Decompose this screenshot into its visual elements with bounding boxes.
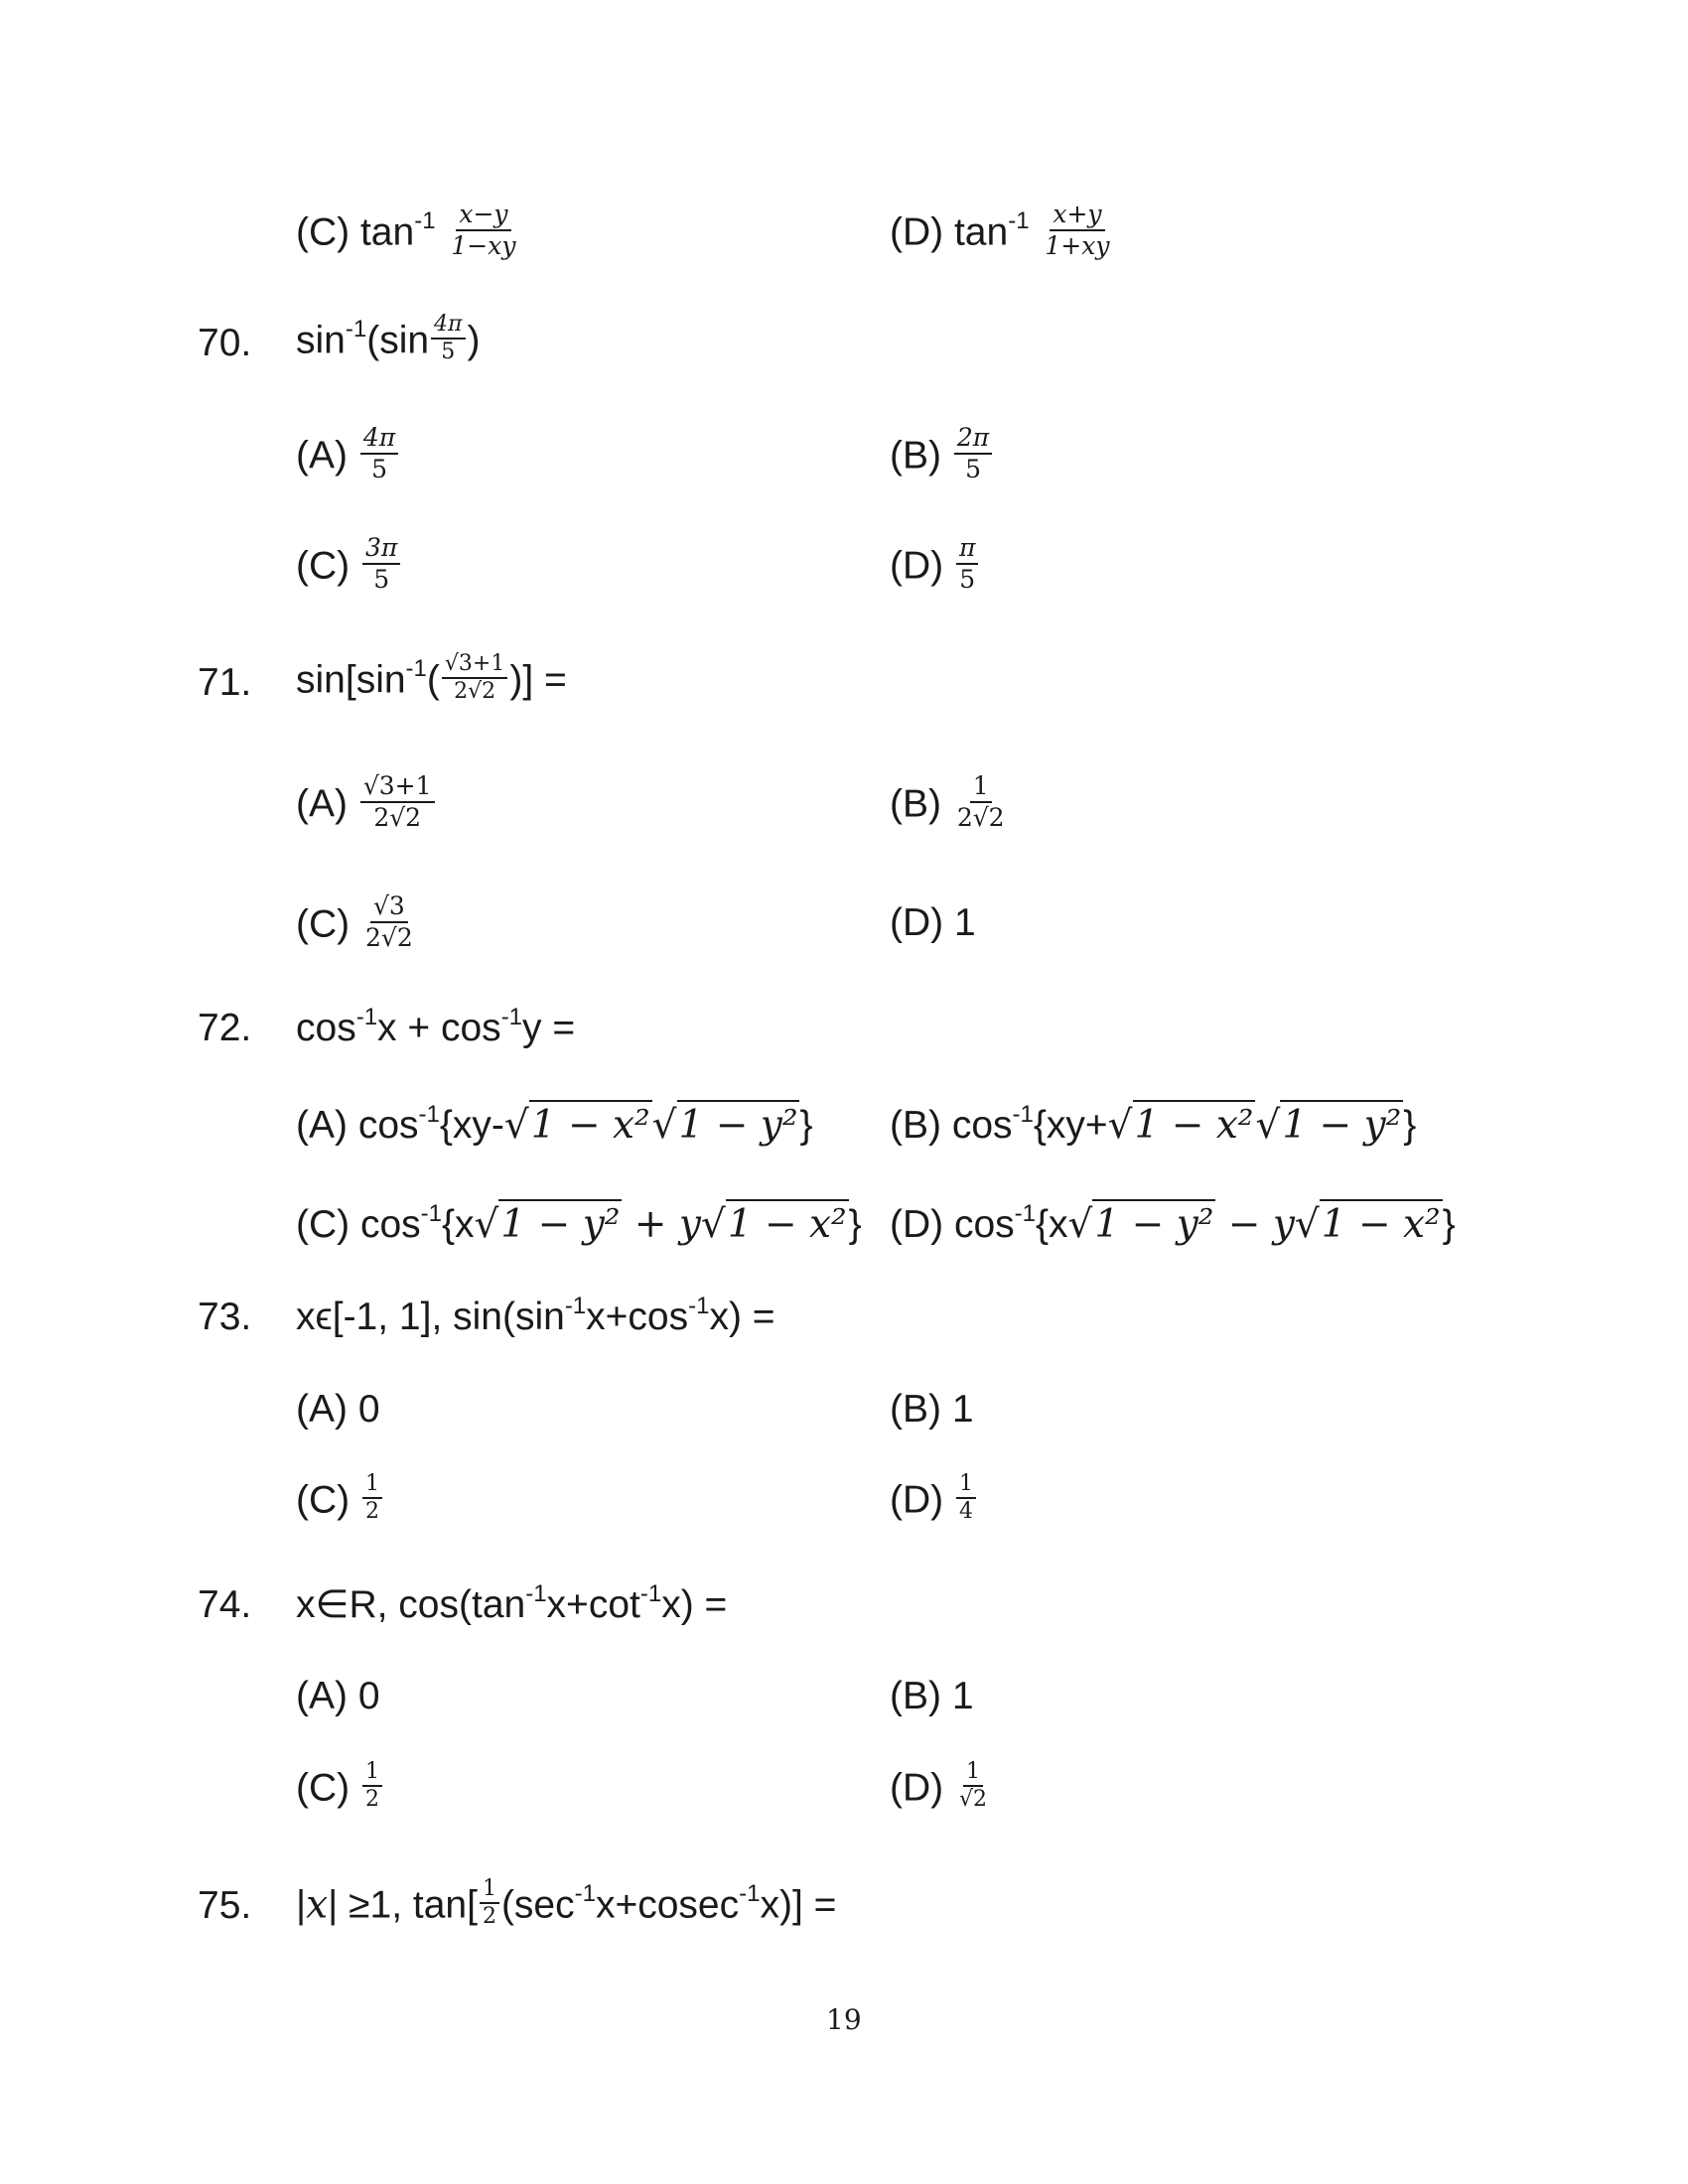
- q74-option-d-fraction: $\frac{1}{√2}$: [958, 1759, 987, 1812]
- q74-option-b: (B) 1: [890, 1675, 974, 1717]
- q71-option-d: (D) 1: [890, 901, 976, 944]
- q75-stem-fraction: $\frac{1}{2}$: [480, 1876, 499, 1930]
- page-number: 19: [826, 2003, 862, 2036]
- q74-option-c: (C) $\frac{1}{2}$: [296, 1763, 384, 1817]
- q69-option-c: (C) $\tan^{-1}$ $\frac{x-y}{1-xy}$: [296, 204, 520, 265]
- q72-option-b-root1: √ 1 − x²: [1108, 1100, 1256, 1150]
- q72-number: 72.: [198, 1007, 252, 1049]
- q71-option-a-fraction: $\frac{√3+1}{2√2}$: [360, 771, 435, 833]
- q72-option-d-root1: √ 1 − y²: [1068, 1199, 1216, 1249]
- q71-stem: $\sin[\sin^{-1}$( $\frac{√3+1}{2√2}$ )] =: [296, 651, 567, 704]
- q74-stem: x∈R, $\cos(\tan^{-1}x+\cot^{-1}x)$ =: [296, 1580, 728, 1626]
- q69-option-d-fraction: $\frac{x+y}{1+xy}$: [1045, 200, 1110, 260]
- q74-option-a: (A) 0: [296, 1675, 380, 1717]
- q70-option-c-fraction: $\frac{3\pi}{5}$: [362, 533, 400, 595]
- q72-option-c-root2: √ 1 − x²: [701, 1199, 849, 1249]
- q71-option-b-fraction: $\frac{1}{2√2}$: [956, 771, 1005, 832]
- q74-number: 74.: [198, 1583, 252, 1626]
- q70-number: 70.: [198, 322, 252, 364]
- q72-option-c: (C) $\cos^{-1}\{x$ √ 1 − y² + y √ 1 − x² }: [296, 1200, 862, 1247]
- q72-option-d-root2: √ 1 − x²: [1295, 1199, 1443, 1249]
- q72-stem: $\cos^{-1}x + \cos^{-1}y$ =: [296, 1004, 576, 1049]
- q75-stem: |x| ≥1, tan[ $\frac{1}{2}$ $(\sec^{-1}x+cosec^{-1}x)$] =: [296, 1876, 837, 1929]
- q74-option-d: (D) $\frac{1}{√2}$: [890, 1763, 992, 1817]
- q72-option-b-root2: √ 1 − y²: [1255, 1100, 1403, 1150]
- q72-option-a-root1: √ 1 − x²: [504, 1100, 652, 1150]
- q69-option-c-fraction: $\frac{x-y}{1-xy}$: [451, 200, 516, 260]
- q70-stem: $\sin^{-1}(\sin$ $\frac{4\pi}{5}$ ): [296, 312, 481, 364]
- q71-stem-fraction: $\frac{√3+1}{2√2}$: [442, 651, 507, 705]
- q72-option-a-root2: √ 1 − y²: [652, 1100, 800, 1150]
- q70-option-b: (B) $\frac{2\pi}{5}$: [890, 427, 994, 488]
- q71-option-a: (A) $\frac{√3+1}{2√2}$: [296, 775, 437, 837]
- q71-option-c: (C) $\frac{√3}{2√2}$: [296, 895, 418, 957]
- q73-stem: xϵ[-1, 1], $\sin(\sin^{-1}x+\cos^{-1}x)$ =: [296, 1293, 775, 1338]
- q74-option-c-fraction: $\frac{1}{2}$: [362, 1759, 382, 1813]
- q73-option-d: (D) $\frac{1}{4}$: [890, 1475, 978, 1529]
- q71-option-c-fraction: $\frac{√3}{2√2}$: [364, 891, 413, 952]
- q70-option-a-fraction: $\frac{4\pi}{5}$: [360, 423, 398, 484]
- q72-option-b: (B) $\cos^{-1}\{xy+$ √ 1 − x² √ 1 − y² }: [890, 1101, 1417, 1148]
- q73-option-d-fraction: $\frac{1}{4}$: [956, 1471, 976, 1525]
- q72-option-a: (A) $\cos^{-1}\{xy-$ √ 1 − x² √ 1 − y² }: [296, 1101, 813, 1148]
- q70-option-d: (D) $\frac{\pi}{5}$: [890, 537, 980, 599]
- q73-option-b: (B) 1: [890, 1388, 974, 1431]
- q70-option-d-fraction: $\frac{\pi}{5}$: [956, 533, 978, 595]
- q70-stem-fraction: $\frac{4\pi}{5}$: [431, 312, 465, 365]
- q70-option-c: (C) $\frac{3\pi}{5}$: [296, 537, 402, 599]
- q72-option-d: (D) $\cos^{-1}\{x$ √ 1 − y² − y √ 1 − x² }: [890, 1200, 1456, 1247]
- q75-number: 75.: [198, 1884, 252, 1927]
- q71-option-b: (B) $\frac{1}{2√2}$: [890, 775, 1010, 837]
- q70-option-b-fraction: $\frac{2\pi}{5}$: [954, 423, 992, 484]
- q71-number: 71.: [198, 661, 252, 704]
- q73-number: 73.: [198, 1296, 252, 1338]
- q72-option-c-root1: √ 1 − y²: [475, 1199, 623, 1249]
- q70-option-a: (A) $\frac{4\pi}{5}$: [296, 427, 400, 488]
- q73-option-c: (C) $\frac{1}{2}$: [296, 1475, 384, 1529]
- q73-option-c-fraction: $\frac{1}{2}$: [362, 1471, 382, 1525]
- q69-option-d: (D) $\tan^{-1}$ $\frac{x+y}{1+xy}$: [890, 204, 1114, 265]
- q73-option-a: (A) 0: [296, 1388, 380, 1431]
